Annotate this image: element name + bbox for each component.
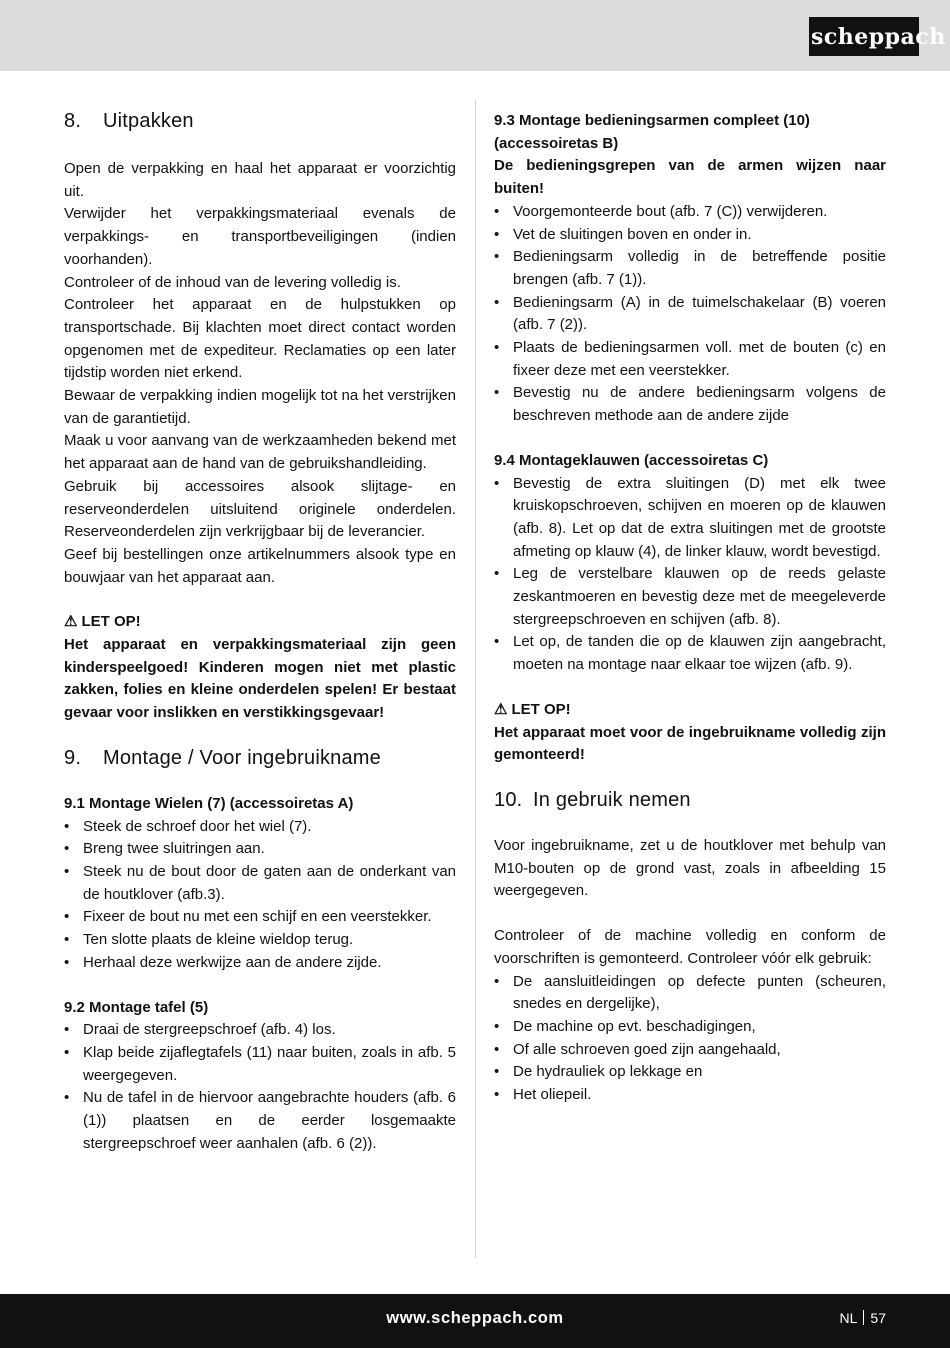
header-bar <box>0 0 950 71</box>
list-item: • Vet de sluitingen boven en onder in. <box>494 224 886 247</box>
list-item: • Steek de schroef door het wiel (7). <box>64 816 456 839</box>
list-item: • Klap beide zijaflegtafels (11) naar buiten, zoals in afb. 5 weergegeven. <box>64 1042 456 1087</box>
subsection-9-2 <box>64 997 456 1156</box>
section-title: In gebruik nemen <box>533 788 691 811</box>
paragraph: Voor ingebruikname, zet u de houtklover met behulp van M10-bouten op de grond vast, zoals in afbeelding 15 weergegeven. <box>494 836 886 900</box>
warning-triangle-icon: ⚠ <box>494 700 508 718</box>
paragraph: Controleer of de inhoud van de levering volledig is. <box>64 273 401 291</box>
list-item: • Let op, de tanden die op de klauwen zijn aangebracht, moeten na montage naar elkaar toe wijzen (afb. 9). <box>494 631 886 676</box>
subsection-9-1 <box>64 793 456 975</box>
warning-block <box>64 611 456 725</box>
page-number: 57 <box>870 1310 886 1326</box>
subsection-title: 9.1 Montage Wielen (7) (accessoiretas A) <box>64 794 354 812</box>
paragraph: Bewaar de verpakking indien mogelijk tot na het verstrijken van de garantietijd. <box>64 387 456 427</box>
section-number: 8. <box>64 110 82 132</box>
paragraph: Verwijder het verpakkingsmateriaal evenals de verpakkings- en transportbeveiligingen (indien voorhanden). <box>64 205 456 268</box>
list-item: • Fixeer de bout nu met een schijf en een veerstekker. <box>64 906 456 929</box>
paragraph: Geef bij bestellingen onze artikelnummers alsook type en bouwjaar van het apparaat aan. <box>64 545 456 586</box>
list-item: • Draai de stergreepschroef (afb. 4) los. <box>64 1019 456 1042</box>
bullet-list <box>64 816 456 975</box>
list-item: • De machine op evt. beschadigingen, <box>494 1016 886 1039</box>
section-title: Montage / Voor ingebruikname <box>103 746 381 769</box>
paragraph: Gebruik bij accessoires alsook slijtage- en reserveonderdelen uitsluitend originele onderdelen. Reserveonderdelen zijn verkrijgbaar bij de leverancier. <box>64 477 456 541</box>
scheppach-logo: scheppach <box>809 17 919 56</box>
section-number: 10. <box>494 788 523 811</box>
paragraph: Controleer of de machine volledig en conform de voorschriften is gemonteerd. Controleer vóór elk gebruik: <box>494 927 886 967</box>
list-item: • Bevestig de extra sluitingen (D) met elk twee kruiskopschroeven, schijven en moeren op de klauwen (afb. 8). Let op dat de extra sluitingen met de grootste afmeting op klauw (4), de linker klauw, wordt bevestigd. <box>494 473 886 564</box>
list-item: • De hydrauliek op lekkage en <box>494 1061 886 1084</box>
subsection-title: 9.4 Montageklauwen (accessoiretas C) <box>494 451 769 469</box>
section-10-heading <box>494 787 886 813</box>
right-column <box>494 110 886 1107</box>
list-item: • Voorgemonteerde bout (afb. 7 (C)) verwijderen. <box>494 201 886 224</box>
list-item: • Breng twee sluitringen aan. <box>64 838 456 861</box>
section-8-heading <box>64 108 456 134</box>
paragraph: Controleer het apparaat en de hulpstukken op transportschade. Bij klachten moet direct contact worden opgenomen met de expediteur. Reclamaties op een later tijdstip worden niet erkend. <box>64 296 456 382</box>
subsection-note: De bedieningsgrepen van de armen wijzen naar buiten! <box>494 157 886 198</box>
bullet-list <box>64 1019 456 1155</box>
list-item: • Steek nu de bout door de gaten aan de onderkant van de houtklover (afb.3). <box>64 861 456 906</box>
warning-title: ⚠ LET OP! <box>64 611 456 634</box>
list-item: • Het oliepeil. <box>494 1084 886 1107</box>
separator <box>863 1310 864 1325</box>
bullet-list <box>494 971 886 1107</box>
list-item: • Bedieningsarm volledig in de betreffende positie brengen (afb. 7 (1)). <box>494 246 886 291</box>
list-item: • De aansluitleidingen op defecte punten (scheuren, snedes en dergelijke), <box>494 971 886 1016</box>
warning-text: Het apparaat en verpakkingsmateriaal zijn geen kinderspeelgoed! Kinderen mogen niet met plastic zakken, folies en kleine onderdelen spelen! Er bestaat gevaar voor inslikken en verstikkingsgevaar! <box>64 636 456 722</box>
section-title: Uitpakken <box>103 110 194 132</box>
warning-text: Het apparaat moet voor de ingebruikname volledig zijn gemonteerd! <box>494 723 886 764</box>
bullet-list <box>494 473 886 677</box>
website-url: www.scheppach.com <box>386 1309 564 1327</box>
subsection-title: 9.2 Montage tafel (5) <box>64 998 209 1016</box>
left-column <box>64 102 456 1155</box>
language-code: NL <box>839 1310 858 1326</box>
list-item: • Ten slotte plaats de kleine wieldop terug. <box>64 929 456 952</box>
warning-block <box>494 699 886 767</box>
paragraph: Open de verpakking en haal het apparaat er voorzichtig uit. <box>64 160 456 200</box>
page-indicator <box>840 1310 886 1326</box>
list-item: • Plaats de bedieningsarmen voll. met de bouten (c) en fixeer deze met een veerstekker. <box>494 337 886 382</box>
list-item: • Herhaal deze werkwijze aan de andere zijde. <box>64 952 456 975</box>
section-9-heading <box>64 745 456 771</box>
column-divider <box>475 100 476 1258</box>
list-item: • Bedieningsarm (A) in de tuimelschakelaar (B) voeren (afb. 7 (2)). <box>494 292 886 337</box>
paragraph: Maak u voor aanvang van de werkzaamheden bekend met het apparaat aan de hand van de gebruikshandleiding. <box>64 432 456 473</box>
subsection-title: 9.3 Montage bedieningsarmen compleet (10) (accessoiretas B) <box>494 112 810 152</box>
section-number: 9. <box>64 746 82 769</box>
list-item: • Of alle schroeven goed zijn aangehaald, <box>494 1039 886 1062</box>
list-item: • Bevestig nu de andere bedieningsarm volgens de beschreven methode aan de andere zijde <box>494 382 886 427</box>
footer-bar <box>0 1294 950 1348</box>
list-item: • Leg de verstelbare klauwen op de reeds gelaste zeskantmoeren en bevestig deze met de meegeleverde stergreepschroeven en schijven (afb. 8). <box>494 563 886 631</box>
unpack-text <box>64 158 456 589</box>
list-item: • Nu de tafel in de hiervoor aangebrachte houders (afb. 6 (1)) plaatsen en de eerder losgemaakte stergreepschroef weer aanhalen (afb. 6 (2)). <box>64 1087 456 1155</box>
bullet-list <box>494 201 886 428</box>
warning-triangle-icon: ⚠ <box>64 613 78 631</box>
subsection-9-3 <box>494 110 886 428</box>
subsection-9-4 <box>494 450 886 677</box>
warning-title: ⚠ LET OP! <box>494 699 886 722</box>
